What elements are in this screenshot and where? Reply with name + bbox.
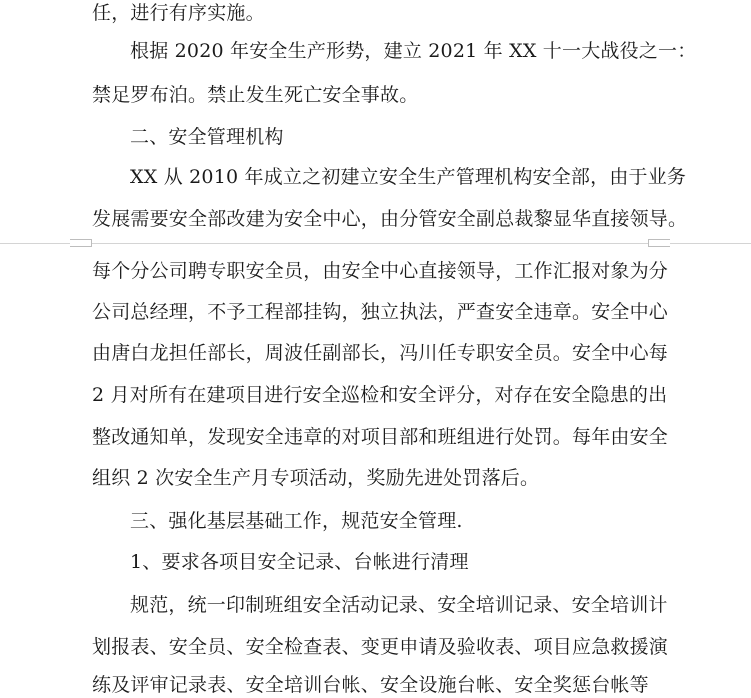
text-line: 每个分公司聘专职安全员，由安全中心直接领导，工作汇报对象为分 — [92, 260, 669, 282]
page-break-line — [0, 243, 751, 244]
subsection-heading: 1、要求各项目安全记录、台帐进行清理 — [130, 551, 469, 573]
text-line: 任，进行有序实施。 — [92, 2, 265, 24]
text-line: 公司总经理，不予工程部挂钩，独立执法，严查安全违章。安全中心 — [92, 301, 669, 323]
text-line: 规范，统一印制班组安全活动记录、安全培训记录、安全培训计 — [130, 594, 668, 616]
text-line: 整改通知单，发现安全违章的对项目部和班组进行处罚。每年由安全 — [92, 426, 669, 448]
text-line: 根据 2020 年安全生产形势，建立 2021 年 XX 十一大战役之一： — [130, 40, 697, 62]
text-line: XX 从 2010 年成立之初建立安全生产管理机构安全部，由于业务 — [130, 166, 687, 188]
text-line: 由唐白龙担任部长，周波任副部长，冯川任专职安全员。安全中心每 — [92, 342, 669, 364]
text-line: 划报表、安全员、安全检查表、变更申请及验收表、项目应急救援演 — [92, 636, 669, 658]
text-line: 练及评审记录表、安全培训台帐、安全设施台帐、安全奖惩台帐等 — [92, 674, 649, 696]
text-line: 组织 2 次安全生产月专项活动，奖励先进处罚落后。 — [92, 467, 540, 489]
text-line: 2 月对所有在建项目进行安全巡检和安全评分，对存在安全隐患的出 — [92, 384, 668, 406]
text-line: 发展需要安全部改建为安全中心，由分管安全副总裁黎显华直接领导。 — [92, 208, 688, 230]
margin-corner-mark — [70, 239, 92, 247]
section-heading: 二、安全管理机构 — [130, 126, 284, 148]
margin-corner-mark — [648, 239, 670, 247]
section-heading: 三、强化基层基础工作，规范安全管理. — [130, 510, 463, 532]
text-line: 禁足罗布泊。禁止发生死亡安全事故。 — [92, 84, 419, 106]
